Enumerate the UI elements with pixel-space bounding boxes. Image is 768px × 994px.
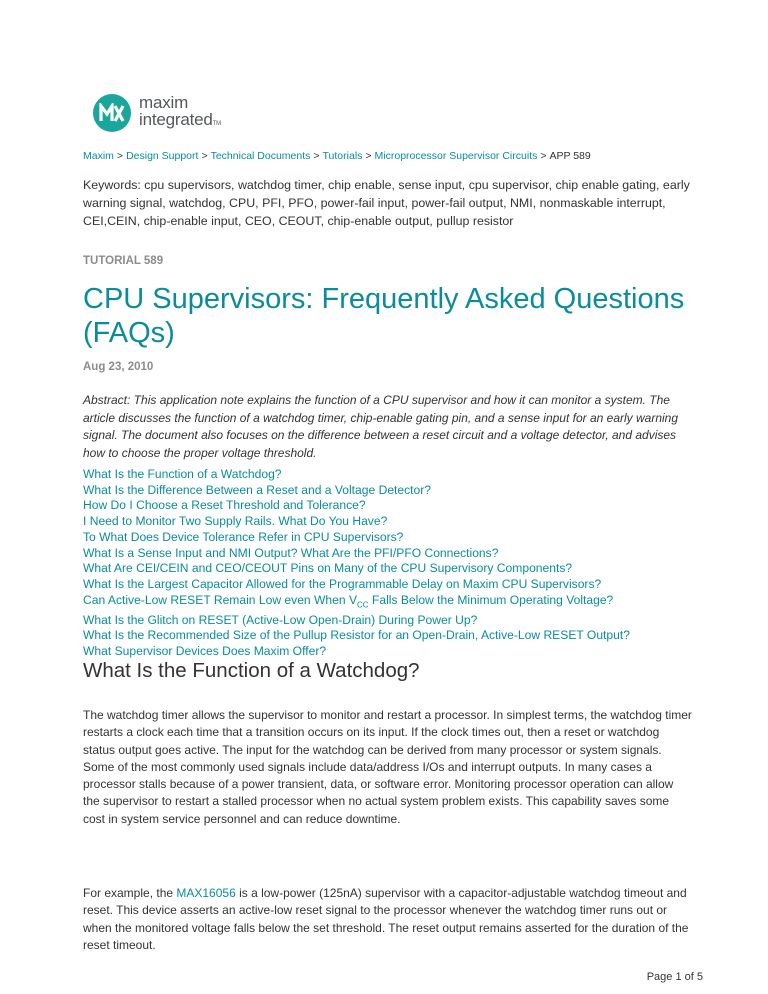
breadcrumb-separator: >	[201, 150, 208, 162]
logo-tm: TM	[212, 120, 221, 127]
maxim-logo-icon	[93, 94, 131, 132]
section-paragraph: The watchdog timer allows the supervisor to monitor and restart a processor. In simplest terms, the watchdog timer restarts a clock each time that a transition occurs on its input. If the clock times out, then a reset or watchdog status output goes active. The input for the watchdog can be derived from many processor or system signals. Some of the most commonly used signals include data/address I/Os and interrupt outputs. In many cases a processor stalls because of a power transient, data, or software error. Monitoring processor operation can allow the supervisor to restart a stalled processor when no actual system problem exists. This capability saves some cost in system service personnel and can reduce downtime.	[83, 708, 692, 826]
breadcrumb-link-maxim[interactable]: Maxim	[83, 150, 114, 162]
breadcrumb-link-design-support[interactable]: Design Support	[126, 150, 199, 162]
breadcrumb-separator: >	[365, 150, 372, 162]
breadcrumb-current: APP 589	[549, 150, 591, 162]
abstract: Abstract: This application note explains the function of a CPU supervisor and how it can monitor a system. The article discusses the function of a watchdog timer, chip-enable gating pin, and a sense input for an early warning signal. The document also focuses on the difference between a reset circuit and a voltage detector, and advises how to choose the proper voltage threshold.	[83, 393, 679, 460]
page-title: CPU Supervisors: Frequently Asked Questions (FAQs)	[83, 283, 685, 349]
breadcrumb-separator: >	[313, 150, 320, 162]
toc-vcc-after: Falls Below the Minimum Operating Voltage?	[368, 592, 614, 607]
keywords: Keywords: cpu supervisors, watchdog timer, chip enable, sense input, cpu supervisor, chip enable gating, early warning signal, watchdog, CPU, PFI, PFO, power-fail input, power-fail output, NMI, nonmaskable interrupt, CEI,CEIN, chip-enable input, CEO, CEOUT, chip-enable output, pullup resistor	[83, 178, 690, 228]
publish-date: Aug 23, 2010	[83, 361, 154, 373]
para2-after: is a low-power (125nA) supervisor with a capacitor-adjustable watchdog timeout and reset. This device asserts an active-low reset signal to the processor whenever the watchdog timer runs out or when the monitored voltage falls below the set threshold. The reset output remains asserted for the duration of the reset timeout.	[83, 886, 689, 952]
toc-link[interactable]: What Is the Glitch on RESET (Active-Low Open-Drain) During Power Up?	[83, 612, 478, 627]
toc-vcc-before: Can Active-Low RESET Remain Low even When V	[83, 592, 358, 607]
breadcrumb-link-supervisor-circuits[interactable]: Microprocessor Supervisor Circuits	[374, 150, 538, 162]
breadcrumb-separator: >	[540, 150, 547, 162]
max16056-link[interactable]: MAX16056	[176, 886, 236, 900]
toc-link[interactable]: What Are CEI/CEIN and CEO/CEOUT Pins on Many of the CPU Supervisory Components?	[83, 561, 573, 576]
breadcrumb-separator: >	[116, 150, 124, 162]
logo-line-2: integrated	[139, 109, 213, 129]
toc-link-vcc[interactable]	[83, 593, 703, 613]
toc-link[interactable]: What Is the Function of a Watchdog?	[83, 467, 282, 481]
logo-line-1: maxim	[139, 92, 189, 112]
toc-link[interactable]: What Is a Sense Input and NMI Output? What Are the PFI/PFO Connections?	[83, 545, 499, 560]
toc-link[interactable]: What Is the Largest Capacitor Allowed for the Programmable Delay on Maxim CPU Supervisors?	[83, 576, 602, 591]
toc-link[interactable]: How Do I Choose a Reset Threshold and Tolerance?	[83, 498, 366, 513]
toc-link[interactable]: I Need to Monitor Two Supply Rails. What Do You Have?	[83, 514, 388, 529]
section-heading: What Is the Function of a Watchdog?	[83, 659, 420, 682]
toc-link[interactable]: What Is the Difference Between a Reset and a Voltage Detector?	[83, 482, 432, 497]
page-number: Page 1 of 5	[646, 971, 703, 983]
toc-link[interactable]: What Is the Recommended Size of the Pullup Resistor for an Open-Drain, Active-Low RESET Output?	[83, 628, 630, 643]
breadcrumb-link-technical-documents[interactable]: Technical Documents	[210, 150, 311, 162]
tutorial-label: TUTORIAL 589	[83, 255, 164, 267]
toc-vcc-sub: CC	[357, 600, 369, 610]
breadcrumb	[83, 150, 591, 162]
maxim-logo[interactable]	[93, 92, 221, 134]
breadcrumb-link-tutorials[interactable]: Tutorials	[322, 150, 363, 162]
toc-link[interactable]: What Supervisor Devices Does Maxim Offer?	[83, 644, 327, 659]
section-paragraph-example	[83, 885, 693, 954]
maxim-logo-text	[139, 94, 221, 133]
toc-link[interactable]: To What Does Device Tolerance Refer in CPU Supervisors?	[83, 529, 404, 544]
table-of-contents	[83, 467, 703, 660]
para2-before: For example, the	[83, 886, 177, 900]
